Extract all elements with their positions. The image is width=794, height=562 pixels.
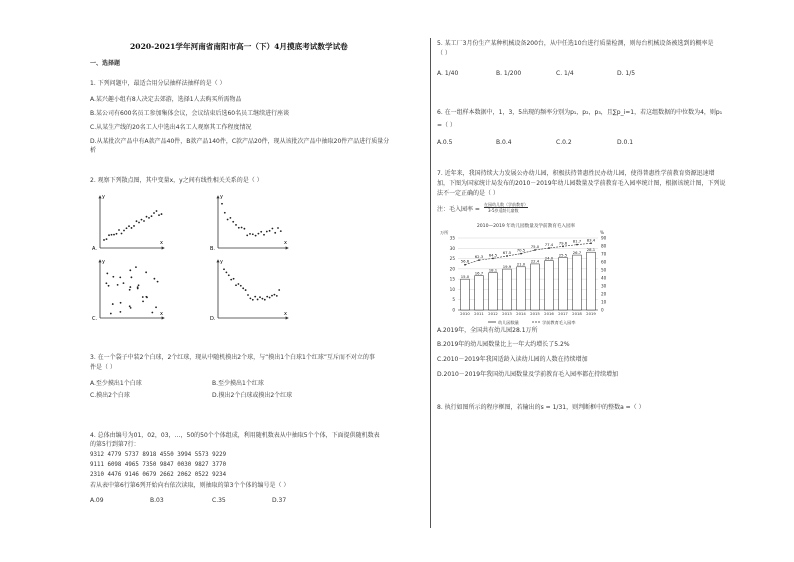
rate-value-label: 67.5 [502,250,512,255]
q4-stem: 4. 总体由编号为01，02，03，…，50的50个个体组成，利用随机数表从中抽取5个个体，下面提供随机数表 [90,432,380,439]
page-title: 2020-2021学年河南省南阳市高一（下）4月摸底考试数学试卷 [130,42,348,51]
scatter-point [262,298,264,300]
scatter-point [136,220,138,222]
q5-option-b[interactable]: B. 1/200 [496,70,522,77]
scatter-point [276,295,278,297]
bar [559,258,568,310]
plot-d-y-axis-label: y [220,259,223,265]
scatter-point [119,276,121,278]
rate-value-label: 62.3 [474,254,484,260]
q6-option-b[interactable]: B.0.4 [496,139,512,146]
rate-point [590,242,592,244]
q6-option-d[interactable]: D.0.1 [617,139,634,146]
scatter-point [264,299,266,301]
plot-b-label: B. [210,246,216,252]
scatter-point [131,276,133,278]
q4-option-b[interactable]: B.03 [150,497,164,504]
plot-c-y-axis-label: y [102,259,105,265]
q7-option-b[interactable]: B.2019年的幼儿园数量比上一年大约增长了5.2% [437,341,570,348]
q4-option-c[interactable]: C.35 [212,497,226,504]
scatter-point [266,231,268,233]
scatter-point [224,212,226,214]
scatter-point [112,276,114,278]
right-tick-label: 60 [601,259,607,265]
scatter-point [117,284,119,286]
q3-option-c[interactable]: C.摸出2个白球 [90,392,130,399]
right-tick-label: 10 [601,299,607,305]
q6-option-c[interactable]: C.0.2 [556,139,572,146]
category-label: 2012 [488,311,498,316]
legend-item: 学前教育毛入园率 [542,320,576,325]
scatter-point [112,303,114,305]
scatter-point [269,230,271,232]
rate-point [506,255,508,257]
scatter-point [110,313,112,315]
bar-value-label: 24.0 [544,255,554,261]
q2-stem: 2. 观察下列散点图，其中变量x，y之间有线性相关关系的是（ ） [90,177,263,184]
rate-value-label: 77.4 [544,242,554,248]
q4-stem-question: 若从表中第6行第6列开始向右依次读取，则抽取的第3个个体的编号是（ ） [90,482,290,489]
right-tick-label: 70 [601,251,607,257]
q5-stem-paren: （ ） [437,50,451,57]
plot-a-label: A. [92,246,97,252]
kindergarten-chart [436,218,612,330]
category-label: 2019 [586,311,596,316]
bar [461,279,470,310]
right-tick-label: 80 [601,243,607,249]
q1-option-c[interactable]: C.从某生产线的20名工人中选出4名工人观察其工作程度情况 [90,124,252,131]
q1-option-a[interactable]: A.某兴趣小组有8人决定去郊游，选择1人去购买所需物品 [90,96,242,103]
bar [545,261,554,310]
rate-value-label: 83.4 [586,237,596,243]
random-table-row: 9312 4779 5737 8918 4550 3994 5573 9229 [90,452,227,458]
scatter-point [155,306,157,308]
rate-point [492,258,494,260]
plot-d-label: D. [210,316,216,322]
right-axis-unit: % [600,230,604,235]
q6-option-a[interactable]: A.0.5 [437,139,453,146]
category-label: 2015 [530,311,540,316]
bar-value-label: 18.1 [488,267,498,273]
scatter-point [148,217,150,219]
bar-value-label: 19.9 [502,263,512,269]
note-numerator: 在园幼儿数（学前教育） [484,202,528,207]
rate-value-label: 70.5 [516,247,526,253]
bar-value-label: 28.1 [586,246,596,252]
scatter-point [257,299,259,301]
chart-legend [488,319,576,326]
scatter-point [235,224,237,226]
note-denominator: 3-5岁适龄儿童数 [488,208,519,213]
q1-option-d-cont: 析 [90,147,97,154]
plot-b-y-axis-label: y [220,194,223,200]
column-divider [430,38,431,528]
q3-stem: 3. 在一个袋子中装2个白球，2个红球，现从中随机摸出2个球，与“摸出1个白球1个红球”互斥而不对立的事 [90,354,375,361]
scatter-point [123,282,125,284]
scatter-point [151,215,153,217]
scatter-point [129,286,131,288]
scatter-point [128,225,130,227]
scatter-point [143,220,145,222]
left-tick-label: 30 [449,245,455,251]
q7-stem-cont: 加，下图为国家统计局发布的2010－2019年幼儿园数量及学前教育毛入园率统计图，根据该统计图，下列说 [437,180,726,187]
bar [503,269,512,310]
left-tick-label: 15 [449,276,455,282]
bar-value-label: 16.7 [474,270,484,276]
category-label: 2010 [460,311,470,316]
scatter-point [240,285,242,287]
bar [489,273,498,310]
scatter-point [233,278,235,280]
scatter-plot-c[interactable] [92,259,164,322]
scatter-point [129,269,131,271]
gross-enrollment-note: 注：毛入园率 = [437,206,480,213]
scatter-point [129,289,131,291]
scatter-point [108,285,110,287]
scatter-point [120,311,122,313]
rate-value-label: 81.7 [572,238,582,244]
right-tick-label: 90 [601,235,607,241]
scatter-point [158,214,160,216]
q1-option-b[interactable]: B.某公司有600名员工参加集体会议，会议结束后选60名员工继续进行座谈 [90,110,290,117]
right-tick-label: 30 [601,283,607,289]
bar [475,276,484,310]
scatter-point [106,238,108,240]
scatter-point [106,273,108,275]
scatter-point [245,289,247,291]
scatter-point [105,282,107,284]
rate-value-label: 75.0 [530,244,540,249]
scatter-point [280,230,282,232]
plot-d-x-axis-label: x [284,311,287,317]
q7-option-a[interactable]: A.2019年，全国共有幼儿园28.1万所 [437,327,538,334]
rate-point [464,264,466,266]
scatter-point [242,287,244,289]
random-table-row: 9111 6098 4965 7350 9847 0030 9827 3770 [90,462,227,468]
scatter-point [244,228,246,230]
q3-option-d[interactable]: D.摸出2个白球或摸出2个红球 [212,392,293,399]
scatter-point [274,232,276,234]
scatter-point [260,231,262,233]
scatter-point [111,234,113,236]
scatter-point [238,227,240,229]
q4-option-a[interactable]: A.09 [90,497,104,504]
scatter-point [138,222,140,224]
scatter-point [142,296,144,298]
rate-point [548,247,550,249]
scatter-point [252,233,254,235]
q1-stem: 1. 下列问题中，最适合用分层抽样法抽样的是（ ） [90,80,226,87]
left-tick-label: 5 [452,297,455,303]
left-tick-label: 10 [449,286,455,292]
q4-option-d[interactable]: D.37 [272,497,287,504]
scatter-point [274,294,276,296]
scatter-point [113,234,115,236]
scatter-point [232,221,234,223]
scatter-point [272,228,274,230]
scatter-point [116,233,118,235]
q1-option-d[interactable]: D.从某批次产品中有A款产品40件，B款产品140件，C款产品20件，现从该批次产品中抽取20件产品进行质量分 [90,138,390,145]
scatter-point [230,279,232,281]
rate-point [562,245,564,247]
q3-option-a[interactable]: A.至少摸出1个白球 [90,380,142,387]
scatter-point [156,210,158,212]
scatter-point [138,284,140,286]
scatter-plot-d[interactable] [210,259,288,322]
scatter-point [252,299,254,301]
category-label: 2013 [502,311,512,316]
scatter-point [259,296,261,298]
chart-title: 2010—2019 年幼儿园数量及学前教育毛入园率 [476,224,576,229]
q7-stem: 7. 近年来，我国持续大力发展公办幼儿园，积极扶持普惠性民办幼儿园，使得普惠性学前教育资源迅速增 [437,170,715,177]
left-tick-label: 20 [449,266,455,272]
rate-point [478,259,480,261]
q7-option-c[interactable]: C.2010－2019年我国适龄入读幼儿园的人数在持续增加 [437,356,588,363]
scatter-point [235,284,237,286]
scatter-point [157,281,159,283]
q3-stem-cont: 件是（ ） [90,364,116,371]
rate-value-label: 64.5 [488,252,498,258]
bar [573,255,582,310]
scatter-point [135,266,137,268]
bar-value-label: 26.7 [572,249,582,255]
scatter-point [130,307,132,309]
category-label: 2011 [474,311,484,316]
rate-value-label: 56.6 [460,258,470,264]
q3-option-b[interactable]: B.至少摸出1个红球 [212,380,264,387]
scatter-point [108,234,110,236]
q6-stem-paren: =（ ） [437,122,456,129]
scatter-point [161,213,163,215]
scatter-point [255,235,257,237]
scatter-point [277,227,279,229]
scatter-point [250,297,252,299]
rate-point [534,249,536,251]
section-heading: 一、选择题 [90,60,121,67]
scatter-point [263,234,265,236]
scatter-point [227,219,229,221]
q5-option-c[interactable]: C. 1/4 [556,70,574,77]
rate-point [576,244,578,246]
scatter-point [230,217,232,219]
right-tick-label: 50 [601,267,607,273]
q5-option-a[interactable]: A. 1/40 [437,70,459,77]
scatter-point [223,268,225,270]
right-tick-label: 0 [601,307,604,313]
scatter-point [151,312,153,314]
q6-stem: 6. 在一组样本数据中，1，3，5出现的频率分别为p₁，p₂，p₃，且∑p_i=1，若这组数据的中位数为4，则p₁ [437,109,723,116]
scatter-point [137,288,139,290]
bar [517,267,526,310]
category-label: 2018 [572,311,582,316]
scatter-point [141,219,143,221]
scatter-point [153,278,155,280]
rate-point [520,253,522,255]
scatter-point [226,271,228,273]
scatter-point [126,227,128,229]
q7-option-d[interactable]: D.2010－2019年我国幼儿园数量及学前教育毛入园率都在持续增加 [437,371,619,378]
scatter-point [118,229,120,231]
scatter-point [146,216,148,218]
q2-scatter-plots [88,188,298,328]
scatter-point [142,300,144,302]
scatter-point [241,227,243,229]
scatter-point [153,212,155,214]
scatter-point [258,233,260,235]
random-table-row: 2310 4476 9146 0679 2662 2062 0522 9234 [90,472,227,478]
scatter-point [246,235,248,237]
scatter-point [266,296,268,298]
q5-stem: 5. 某工厂3月份生产某种机械设备200台，从中任选10台进行质量检测，则每台机械设备被选到的概率是 [437,40,714,47]
right-tick-label: 40 [601,275,607,281]
category-label: 2014 [516,311,526,316]
bar [587,252,596,310]
scatter-point [123,230,125,232]
scatter-point [254,296,256,298]
scatter-point [131,227,133,229]
scatter-plot-a[interactable] [92,194,164,252]
scatter-point [120,302,122,304]
bar-value-label: 21.0 [516,261,526,267]
plot-a-x-axis-label: x [160,240,163,246]
q4-stem-cont: 的第5行到第7行： [90,441,140,448]
plot-c-x-axis-label: x [160,311,163,317]
scatter-point [103,239,105,241]
q7-stem-question: 法不一定正确的是（ ） [437,190,499,197]
left-tick-label: 35 [449,235,455,241]
category-label: 2016 [544,311,554,316]
plot-b-x-axis-label: x [284,240,287,246]
scatter-point [133,225,135,227]
scatter-point [145,296,147,298]
plot-c-label: C. [92,316,98,322]
bar-value-label: 25.5 [558,252,568,258]
bar [531,264,540,310]
scatter-point [145,271,147,273]
scatter-plot-b[interactable] [210,194,288,252]
bar-value-label: 22.4 [530,258,540,264]
scatter-point [121,233,123,235]
legend-item: 幼儿园数量 [498,320,519,325]
q5-option-d[interactable]: D. 1/5 [617,70,636,77]
q8-stem: 8. 执行如图所示的程序框图，若输出的s = 1/31，则判断框中的整数a =（ ） [437,404,645,411]
scatter-point [129,305,131,307]
scatter-point [269,297,271,299]
plot-a-y-axis-label: y [102,194,105,200]
scatter-point [228,274,230,276]
scatter-point [278,289,280,291]
left-axis-unit: 万所 [440,230,449,235]
right-tick-label: 20 [601,291,607,297]
bar-value-label: 15.0 [460,273,470,279]
scatter-point [247,294,249,296]
scatter-point [249,233,251,235]
left-tick-label: 0 [452,307,455,313]
scatter-point [271,295,273,297]
scatter-point [238,283,240,285]
left-tick-label: 25 [449,256,455,262]
category-label: 2017 [558,311,568,316]
scatter-point [221,203,223,205]
rate-value-label: 79.6 [558,240,568,246]
